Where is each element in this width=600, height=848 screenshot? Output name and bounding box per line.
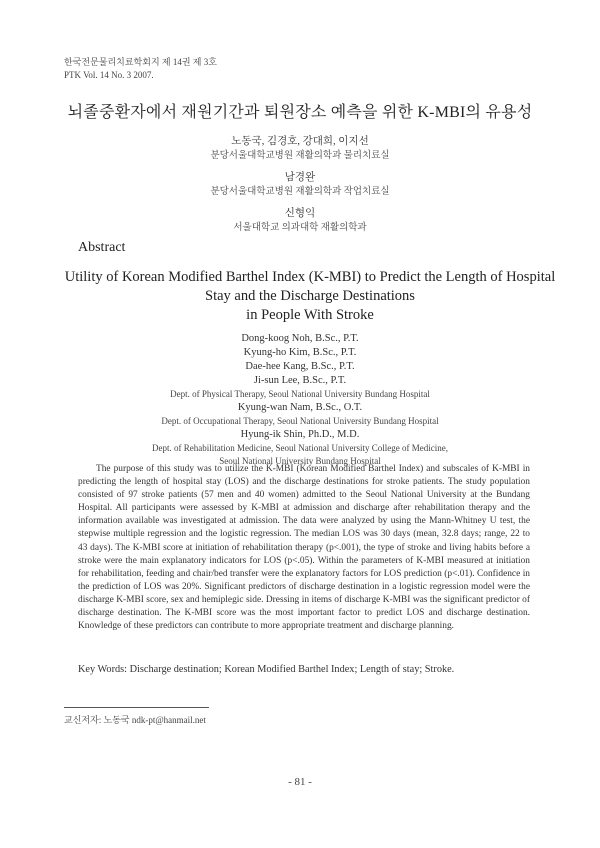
korean-title: 뇌졸중환자에서 재원기간과 퇴원장소 예측을 위한 K-MBI의 유용성 xyxy=(67,104,533,121)
author-name: Kyung-ho Kim, B.Sc., P.T. xyxy=(243,347,357,358)
korean-author-names: 남경완 xyxy=(284,172,316,183)
english-authors xyxy=(0,332,600,468)
english-title-line: Utility of Korean Modified Barthel Index (K-MBI) to Predict the Length of Hospital xyxy=(64,269,556,285)
korean-affiliation: 분당서울대학교병원 재활의학과 작업치료실 xyxy=(210,187,390,197)
abstract-heading: Abstract xyxy=(78,240,126,255)
journal-header xyxy=(64,56,217,82)
author-name: Dong-koog Noh, B.Sc., P.T. xyxy=(241,333,359,344)
english-title-line: in People With Stroke xyxy=(246,307,374,323)
korean-author-names: 신형익 xyxy=(284,208,316,219)
author-name: Dae-hee Kang, B.Sc., P.T. xyxy=(245,361,355,372)
abstract-body xyxy=(78,463,530,633)
english-title xyxy=(40,268,580,325)
page-number: - 81 - xyxy=(288,776,312,788)
korean-authors xyxy=(0,134,600,236)
corresponding-author-footnote: 교신저자: 노동국 ndk-pt@hanmail.net xyxy=(64,715,206,725)
keywords: Key Words: Discharge destination; Korean Modified Barthel Index; Length of stay; Stroke. xyxy=(78,664,455,675)
author-name: Ji-sun Lee, B.Sc., P.T. xyxy=(253,375,347,386)
author-affiliation: Dept. of Physical Therapy, Seoul National University Bundang Hospital xyxy=(170,389,430,399)
author-name: Hyung-ik Shin, Ph.D., M.D. xyxy=(240,429,360,440)
english-title-line: Stay and the Discharge Destinations xyxy=(205,288,415,304)
author-affiliation: Dept. of Rehabilitation Medicine, Seoul National University College of Medicine, xyxy=(152,443,448,453)
journal-name: 한국전문물리치료학회지 제 14권 제 3호 xyxy=(64,57,217,67)
author-name: Kyung-wan Nam, B.Sc., O.T. xyxy=(237,402,363,413)
korean-author-names: 노동국, 김경호, 강대희, 이지선 xyxy=(231,136,369,147)
abstract-paragraph: The purpose of this study was to utilize the K-MBI (Korean Modified Barthel Index) and subscales of K-MBI in predicting the length of hospital stay (LOS) and the discharge destinations for stroke patients. The study population consisted of 97 stroke patients (57 men and 40 women) admitted to the Seoul National University at the Bundang Hospital. All participants were assessed by K-MBI at admission and discharge after rehabilitation therapy and the information available was investigated at admission. The data were analyzed by using the Mann-Whitney U test, the stepwise multiple regression and the logistic regression. The median LOS was 30 days (mean, 32.8 days; range, 22 to 43 days). The K-MBI score at initiation of rehabilitation therapy (p<.001), the type of stroke and living habits before a stroke were the main explanatory indicators for LOS (p<.05). Within the parameters of K-MBI measured at initiation for rehabilitation, feeding and chair/bed transfer were the explanatory factors for LOS prediction (p<.01). Confidence in the prediction of LOS was 20%. Significant predictors of discharge destination in a logistic regression model were the discharge K-MBI score, sex and hemiplegic side. Dressing in items of discharge K-MBI was the significant predictor of discharge destination. The K-MBI score was the most important factor to predict LOS and discharge destination. Knowledge of these predictors can contribute to more appropriate treatment and discharge planning. xyxy=(78,464,530,632)
korean-affiliation: 분당서울대학교병원 재활의학과 물리치료실 xyxy=(210,151,390,161)
footnote-divider xyxy=(64,707,209,708)
author-affiliation: Seoul National University Bundang Hospital xyxy=(219,456,381,466)
author-affiliation: Dept. of Occupational Therapy, Seoul National University Bundang Hospital xyxy=(161,416,439,426)
journal-volume: PTK Vol. 14 No. 3 2007. xyxy=(64,70,154,80)
korean-affiliation: 서울대학교 의과대학 재활의학과 xyxy=(233,223,367,233)
